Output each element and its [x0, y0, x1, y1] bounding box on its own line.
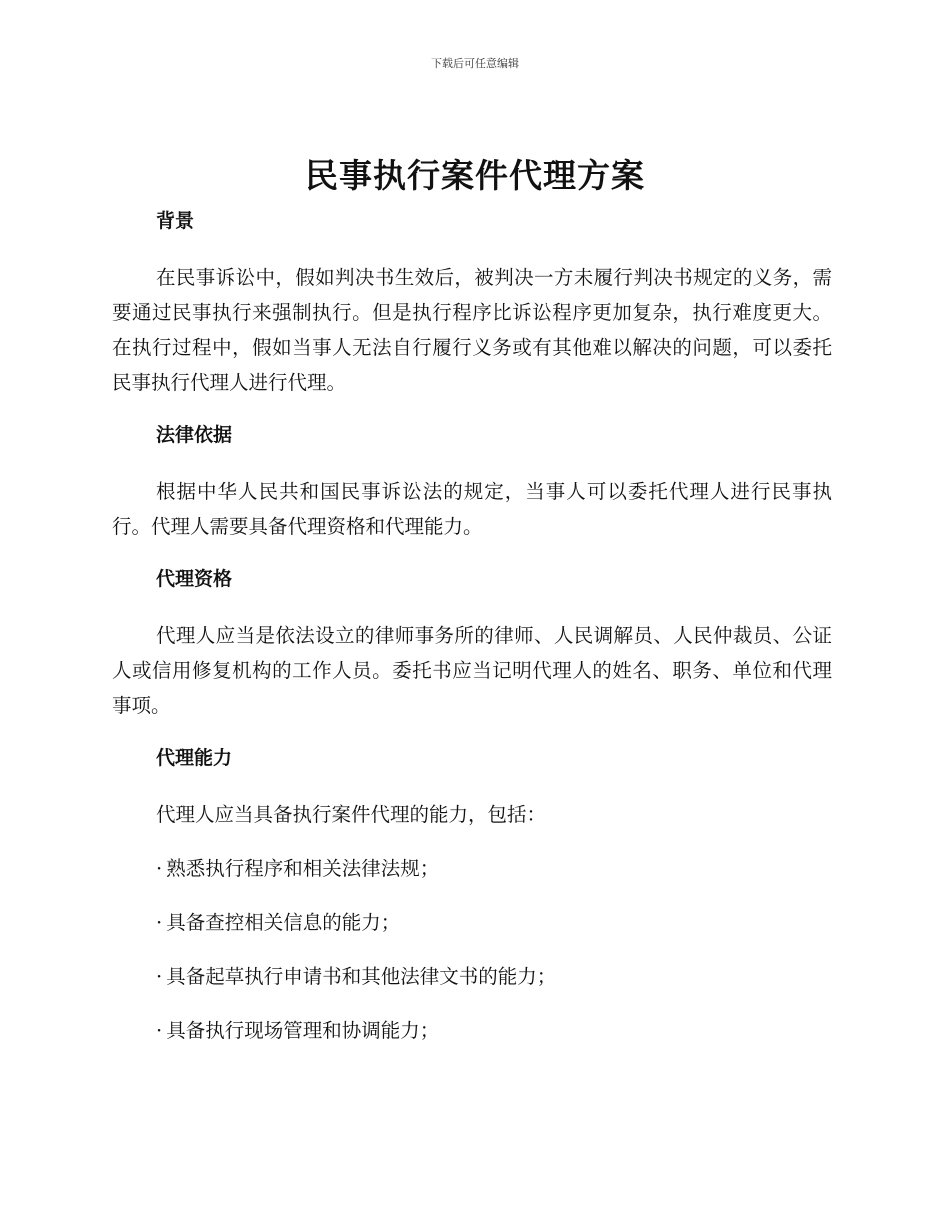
- list-item-text: 熟悉执行程序和相关法律法规；: [166, 857, 440, 880]
- section-capability: [112, 741, 832, 1048]
- list-item: [156, 959, 832, 994]
- paragraph: 代理人应当是依法设立的律师事务所的律师、人民调解员、人民仲裁员、公证人或信用修复机构的工作人员。委托书应当记明代理人的姓名、职务、单位和代理事项。: [112, 624, 832, 717]
- section-heading: 代理能力: [156, 747, 233, 769]
- section-heading: 代理资格: [156, 568, 233, 590]
- bullet-icon: ·: [156, 911, 163, 934]
- bullet-icon: ·: [156, 965, 163, 988]
- list-item-text: 具备执行现场管理和协调能力；: [166, 1019, 440, 1042]
- paragraph: 在民事诉讼中，假如判决书生效后，被判决一方未履行判决书规定的义务，需要通过民事执行来强制执行。但是执行程序比诉讼程序更加复杂，执行难度更大。在执行过程中，假如当事人无法自行履行义务或有其他难以解决的问题，可以委托民事执行代理人进行代理。: [112, 266, 832, 394]
- document-body: [112, 204, 832, 1048]
- list-item: [156, 905, 832, 940]
- list-item: [156, 851, 832, 886]
- section-legal-basis: [112, 418, 832, 544]
- paragraph: 代理人应当具备执行案件代理的能力，包括：: [156, 803, 547, 826]
- bullet-icon: ·: [156, 1019, 163, 1042]
- section-heading: 法律依据: [156, 424, 233, 446]
- section-heading: 背景: [156, 210, 195, 232]
- list-item: [156, 1013, 832, 1048]
- paragraph: 根据中华人民共和国民事诉讼法的规定，当事人可以委托代理人进行民事执行。代理人需要具备代理资格和代理能力。: [112, 480, 832, 538]
- page-title: 民事执行案件代理方案: [305, 156, 645, 195]
- list-item-text: 具备查控相关信息的能力；: [166, 911, 401, 934]
- list-item-text: 具备起草执行申请书和其他法律文书的能力；: [166, 965, 557, 988]
- bullet-icon: ·: [156, 857, 163, 880]
- section-qualification: [112, 562, 832, 723]
- section-background: [112, 204, 832, 400]
- header-note: 下载后可任意编辑: [431, 57, 519, 70]
